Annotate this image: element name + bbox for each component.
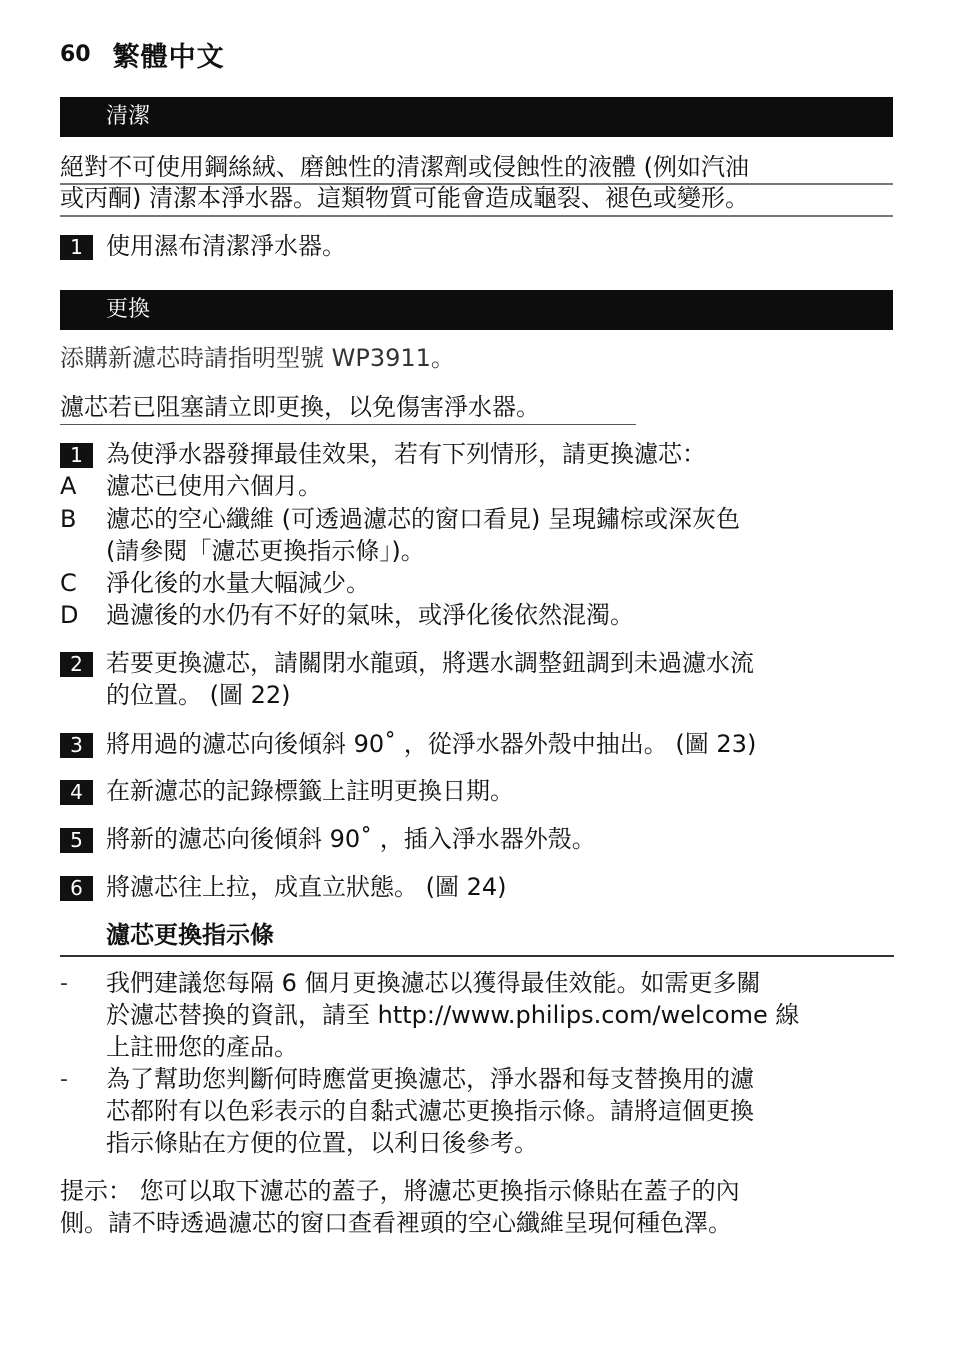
bullet-text: 芯都附有以色彩表示的自黏式濾芯更換指示條。請將這個更換 — [106, 1097, 754, 1125]
replacement-step2-text: 若要更換濾芯，請關閉水龍頭，將選水調整鈕調到未過濾水流 — [106, 649, 754, 677]
warning-line-2: 或丙酮) 清潔本淨水器。這類物質可能會造成龜裂、褪色或變形。 — [60, 184, 749, 212]
page-number: 60 — [60, 41, 91, 67]
page-header — [60, 36, 225, 72]
replacement-step3-text: 將用過的濾芯向後傾斜 90˚ ，從淨水器外殼中抽出。 (圖 23) — [106, 730, 757, 758]
bullet-text: 上註冊您的產品。 — [106, 1033, 298, 1061]
condition-text: 濾芯的空心纖維 (可透過濾芯的窗口看見) 呈現鏽棕或深灰色 — [106, 505, 740, 533]
clog-note-underline — [60, 424, 636, 425]
section-title-replacement: 更換 — [106, 297, 151, 322]
language-title: 繁體中文 — [112, 41, 225, 73]
replacement-step2-text: 的位置。 (圖 22) — [106, 681, 291, 709]
step-number-box: 5 — [60, 828, 93, 853]
condition-text: 過濾後的水仍有不好的氣味，或淨化後依然混濁。 — [106, 601, 634, 629]
subsection-title-indicator: 濾芯更換指示條 — [106, 921, 274, 949]
replacement-step4-text: 在新濾芯的記錄標籤上註明更換日期。 — [106, 777, 514, 805]
bullet-text: 指示條貼在方便的位置，以利日後參考。 — [106, 1129, 538, 1157]
step-number-box: 2 — [60, 652, 93, 677]
step-number-box: 3 — [60, 733, 93, 758]
bullet-text: 於濾芯替換的資訊，請至 http://www.philips.com/welcome 線 — [106, 1001, 800, 1029]
bullet-text: 為了幫助您判斷何時應當更換濾芯，淨水器和每支替換用的濾 — [106, 1065, 754, 1093]
condition-letter: A — [60, 472, 77, 500]
order-note: 添購新濾芯時請指明型號 WP3911。 — [60, 344, 455, 372]
subsection-rule — [60, 955, 894, 957]
clog-note: 濾芯若已阻塞請立即更換，以免傷害淨水器。 — [60, 393, 540, 421]
section-bar-cleaning — [60, 97, 893, 137]
bullet-text: 我們建議您每隔 6 個月更換濾芯以獲得最佳效能。如需更多關 — [106, 969, 761, 997]
cleaning-step-text: 使用濕布清潔淨水器。 — [106, 232, 346, 260]
step-number-box: 6 — [60, 876, 93, 901]
replacement-step1-text: 為使淨水器發揮最佳效果，若有下列情形，請更換濾芯： — [106, 440, 706, 468]
condition-letter: D — [60, 601, 79, 629]
replacement-step6-text: 將濾芯往上拉，成直立狀態。 (圖 24) — [106, 873, 507, 901]
condition-text: 淨化後的水量大幅減少。 — [106, 569, 370, 597]
condition-letter: C — [60, 569, 77, 597]
bullet-dash: - — [60, 1067, 68, 1092]
condition-text: 濾芯已使用六個月。 — [106, 472, 322, 500]
replacement-step5-text: 將新的濾芯向後傾斜 90˚ ，插入淨水器外殼。 — [106, 825, 596, 853]
warning-line-1: 絕對不可使用鋼絲絨、磨蝕性的清潔劑或侵蝕性的液體 (例如汽油 — [60, 153, 749, 181]
step-number-box: 1 — [60, 443, 93, 468]
step-number-box: 4 — [60, 780, 93, 805]
step-number-box: 1 — [60, 235, 93, 260]
condition-text: (請參閱「濾芯更換指示條」)。 — [106, 537, 425, 565]
bullet-dash: - — [60, 971, 68, 996]
section-bar-replacement — [60, 290, 893, 330]
condition-letter: B — [60, 505, 77, 533]
tip-line-1: 提示： 您可以取下濾芯的蓋子，將濾芯更換指示條貼在蓋子的內 — [60, 1177, 740, 1205]
section-title-cleaning: 清潔 — [106, 104, 151, 129]
warning-underline-2 — [60, 215, 893, 217]
tip-line-2: 側。請不時透過濾芯的窗口查看裡頭的空心纖維呈現何種色澤。 — [60, 1209, 732, 1237]
